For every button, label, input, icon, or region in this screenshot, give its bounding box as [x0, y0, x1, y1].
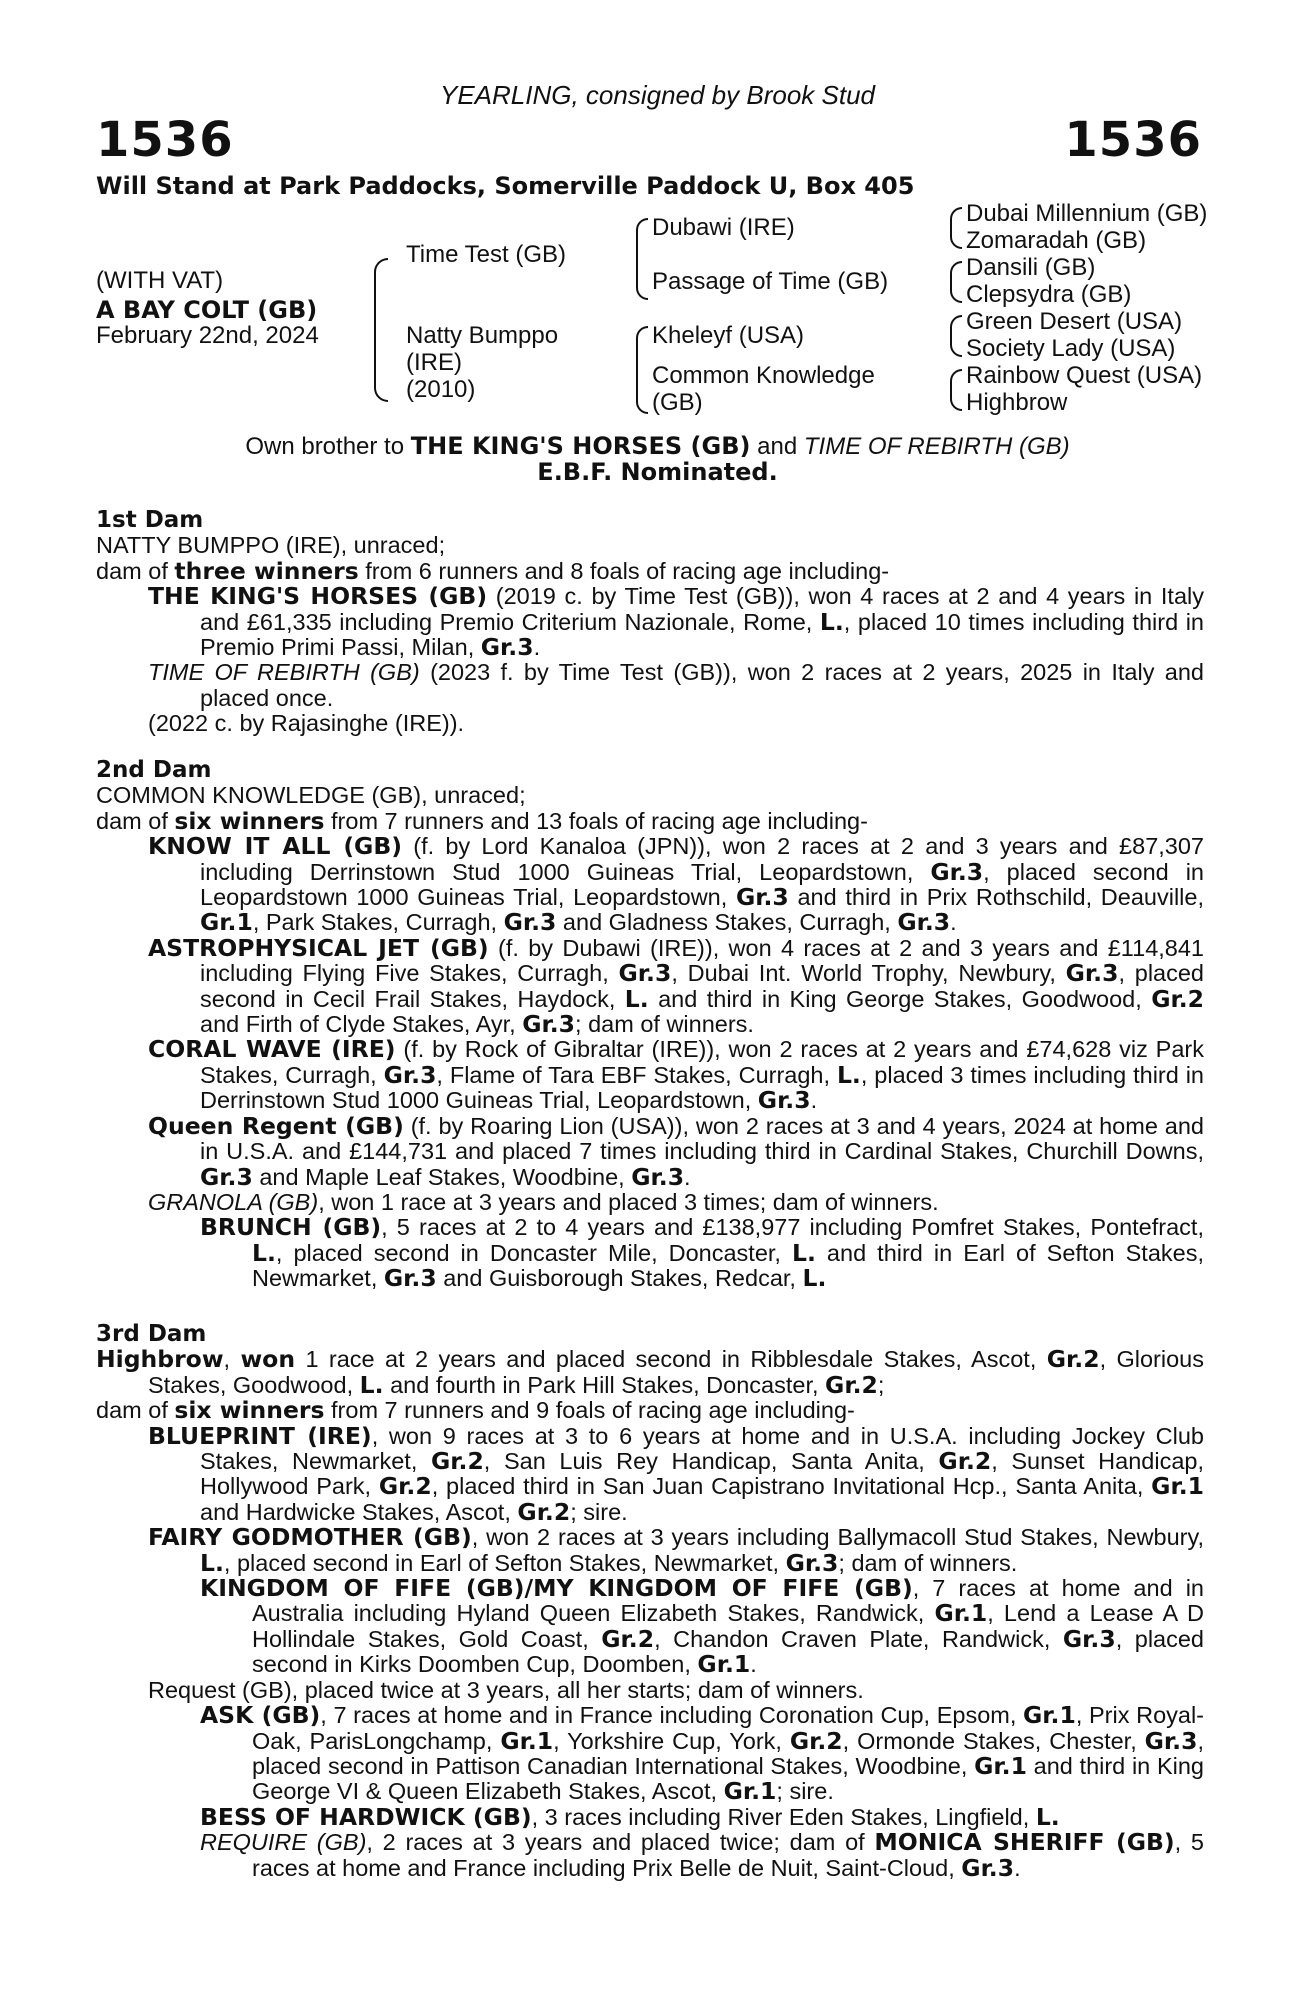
third-dam-name: Highbrow, won 1 race at 2 years and placed second in Ribblesdale Stakes, Ascot, Gr.2, Glorious Stakes, Goodwood, L. and fourth in Park Hill Stakes, Doncaster, Gr.2;: [96, 1345, 1204, 1399]
ds-dam: Society Lady (USA): [966, 335, 1176, 362]
third-dam-produce-item: BLUEPRINT (IRE), won 9 races at 3 to 6 years at home and in U.S.A. including Jockey Club Stakes, Newmarket, Gr.2, San Luis Rey Handicap, Santa Anita, Gr.2, Sunset Handicap, Hollywood Park, Gr.2, placed third in San Juan Capistrano Invitational Hcp., Santa Anita, Gr.1 and Hardwicke Stakes, Ascot, Gr.2; sire.: [148, 1421, 1205, 1526]
pedigree-brace-3d: [950, 369, 962, 411]
sd-dam: Clepsydra (GB): [966, 281, 1132, 308]
horse-name: A BAY COLT (GB): [96, 296, 318, 324]
third-dam-grandproduce-item: BESS OF HARDWICK (GB), 3 races including River Eden Stakes, Lingfield, L.: [200, 1802, 1060, 1831]
ebf-note: E.B.F. Nominated.: [537, 458, 778, 486]
second-dam-produce-item: KNOW IT ALL (GB) (f. by Lord Kanaloa (JPN)), won 2 races at 2 and 3 years and £87,307 including Derrinstown Stud 1000 Guineas Trial, Leopardstown, Gr.3, placed second in Leopardstown 1000 Guineas Trial, Leopardstown, Gr.3 and third in Prix Rothschild, Deauville, Gr.1, Park Stakes, Curragh, Gr.3 and Gladness Stakes, Curragh, Gr.3.: [148, 832, 1205, 937]
first-dam-produce-summary: dam of three winners from 6 runners and 8 foals of racing age including-: [96, 556, 890, 585]
pedigree-brace-2b: [636, 326, 648, 414]
first-dam-heading: 1st Dam: [96, 507, 204, 533]
second-dam-grandproduce-item: BRUNCH (GB), 5 races at 2 to 4 years and £138,977 including Pomfret Stakes, Pontefract, L., placed second in Doncaster Mile, Doncaster, L. and third in Earl of Sefton Stakes, Newmarket, Gr.3 and Guisborough Stakes, Redcar, L.: [200, 1213, 1205, 1293]
second-dam-produce-item: GRANOLA (GB), won 1 race at 3 years and placed 3 times; dam of winners.: [148, 1188, 939, 1215]
sire: Time Test (GB): [406, 241, 567, 268]
third-dam-grandproduce-item: REQUIRE (GB), 2 races at 3 years and placed twice; dam of MONICA SHERIFF (GB), 5 races at home and France including Prix Belle de Nuit, Saint-Cloud, Gr.3.: [200, 1828, 1204, 1882]
consignment-line: YEARLING, consigned by Brook Stud: [439, 80, 875, 110]
third-dam-produce-summary: dam of six winners from 7 runners and 9 foals of racing age including-: [96, 1396, 855, 1425]
ss-dam: Zomaradah (GB): [966, 227, 1147, 254]
ss-sire: Dubai Millennium (GB): [966, 200, 1208, 227]
second-dam-name: COMMON KNOWLEDGE (GB), unraced;: [96, 782, 526, 809]
vat-note: (WITH VAT): [96, 267, 224, 294]
dam-line-1: Natty Bumppo: [406, 322, 559, 349]
third-dam-heading: 3rd Dam: [96, 1321, 207, 1347]
first-dam-produce-item: THE KING'S HORSES (GB) (2019 c. by Time Test (GB)), won 4 races at 2 and 4 years in Italy and £61,335 including Premio Criterium Nazionale, Rome, L., placed 10 times including third in Premio Primi Passi, Milan, Gr.3.: [148, 582, 1204, 662]
stand-location: Will Stand at Park Paddocks, Somerville Paddock U, Box 405: [96, 172, 915, 200]
pedigree-brace-3b: [950, 261, 962, 303]
sd-sire: Dansili (GB): [966, 254, 1096, 281]
third-dam-grandproduce-item: ASK (GB), 7 races at home and in France including Coronation Cup, Epsom, Gr.1, Prix Royal-Oak, ParisLongchamp, Gr.1, Yorkshire Cup, York, Gr.2, Ormonde Stakes, Chester, Gr.3, placed second in Pattison Canadian International Stakes, Woodbine, Gr.1 and third in King George VI & Queen Elizabeth Stakes, Ascot, Gr.1; sire.: [200, 1701, 1205, 1806]
dam-dam-line-2: (GB): [652, 389, 703, 416]
dd-sire: Rainbow Quest (USA): [966, 362, 1203, 389]
second-dam-section: [96, 758, 1204, 1292]
sire-sire: Dubawi (IRE): [652, 214, 795, 241]
second-dam-produce-summary: dam of six winners from 7 runners and 13 foals of racing age including-: [96, 806, 868, 835]
dam-sire: Kheleyf (USA): [652, 322, 805, 349]
pedigree-brace-3c: [950, 315, 962, 357]
third-dam-produce-item: FAIRY GODMOTHER (GB), won 2 races at 3 years including Ballymacoll Stud Stakes, Newbury, L., placed second in Earl of Sefton Stakes, Newmarket, Gr.3; dam of winners.: [148, 1523, 1204, 1577]
pedigree-brace-2a: [636, 218, 648, 300]
first-dam-name: NATTY BUMPPO (IRE), unraced;: [96, 532, 446, 559]
pedigree-brace-1: [374, 258, 388, 402]
own-brother-horse-1: THE KING'S HORSES (GB): [410, 432, 751, 460]
lot-number-right: 1536: [1064, 112, 1202, 168]
first-dam-produce-item: TIME OF REBIRTH (GB) (2023 f. by Time Test (GB)), won 2 races at 2 years, 2025 in Italy and placed once.: [148, 659, 1204, 711]
foaling-date: February 22nd, 2024: [96, 322, 319, 349]
pedigree-brace-3a: [950, 207, 962, 249]
ds-sire: Green Desert (USA): [966, 308, 1183, 335]
lot-number-left: 1536: [96, 112, 234, 168]
second-dam-produce-item: Queen Regent (GB) (f. by Roaring Lion (USA)), won 2 races at 3 and 4 years, 2024 at home and in U.S.A. and £144,731 and placed 7 times including third in Cardinal Stakes, Churchill Downs, Gr.3 and Maple Leaf Stakes, Woodbine, Gr.3.: [148, 1111, 1204, 1191]
third-dam-produce-item: Request (GB), placed twice at 3 years, all her starts; dam of winners.: [148, 1676, 864, 1703]
own-brother-note: Own brother to THE KING'S HORSES (GB) and TIME OF REBIRTH (GB): [245, 432, 1070, 460]
sire-dam: Passage of Time (GB): [652, 268, 889, 295]
third-dam-grandproduce-item: KINGDOM OF FIFE (GB)/MY KINGDOM OF FIFE (GB), 7 races at home and in Australia including Hyland Queen Elizabeth Stakes, Randwick, Gr.1, Lend a Lease A D Hollindale Stakes, Gold Coast, Gr.2, Chandon Craven Plate, Randwick, Gr.3, placed second in Kirks Doomben Cup, Doomben, Gr.1.: [200, 1574, 1204, 1679]
second-dam-produce-item: CORAL WAVE (IRE) (f. by Rock of Gibraltar (IRE)), won 2 races at 2 years and £74,628 viz Park Stakes, Curragh, Gr.3, Flame of Tara EBF Stakes, Curragh, L., placed 3 times including third in Derrinstown Stud 1000 Guineas Trial, Leopardstown, Gr.3.: [148, 1035, 1205, 1115]
second-dam-produce-item: ASTROPHYSICAL JET (GB) (f. by Dubawi (IRE)), won 4 races at 2 and 3 years and £114,841 including Flying Five Stakes, Curragh, Gr.3, Dubai Int. World Trophy, Newbury, Gr.3, placed second in Cecil Frail Stakes, Haydock, L. and third in King George Stakes, Goodwood, Gr.2 and Firth of Clyde Stakes, Ayr, Gr.3; dam of winners.: [148, 933, 1205, 1039]
second-dam-heading: 2nd Dam: [96, 757, 212, 783]
dam-line-3: (2010): [406, 376, 476, 403]
own-brother-horse-2: TIME OF REBIRTH (GB): [803, 433, 1070, 460]
dam-line-2: (IRE): [406, 349, 462, 376]
dd-dam: Highbrow: [966, 389, 1068, 416]
first-dam-section: [96, 508, 1204, 737]
first-dam-produce-item: (2022 c. by Rajasinghe (IRE)).: [148, 710, 465, 737]
dam-dam-line-1: Common Knowledge: [652, 362, 875, 389]
third-dam-section: [96, 1322, 1204, 1881]
